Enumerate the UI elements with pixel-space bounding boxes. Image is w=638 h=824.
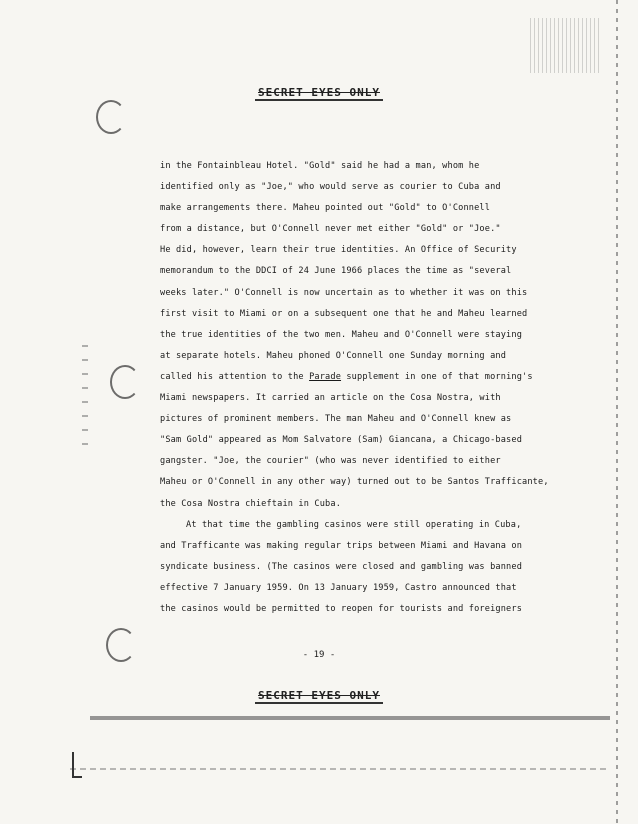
text-line: the true identities of the two men. Maheu and O'Connell were staying <box>160 329 523 340</box>
corner-mark <box>72 752 82 778</box>
text-line: He did, however, learn their true identities. An Office of Security <box>160 245 517 256</box>
document-body <box>160 156 549 620</box>
scan-band <box>70 768 610 770</box>
margin-marks <box>82 345 88 455</box>
classification-text: SECRET EYES ONLY <box>255 86 383 101</box>
binder-hole-mark <box>96 100 126 134</box>
scan-band <box>90 716 610 720</box>
text-line: and Trafficante was making regular trips between Miami and Havana on <box>160 540 523 551</box>
text-line: make arrangements there. Maheu pointed out "Gold" to O'Connell <box>160 203 491 214</box>
classification-text: SECRET EYES ONLY <box>255 689 383 704</box>
text-line: "Sam Gold" appeared as Mom Salvatore (Sam) Giancana, a Chicago-based <box>160 435 523 446</box>
classification-stamp-bottom <box>0 689 638 702</box>
binder-hole-mark <box>110 365 140 399</box>
text-line: in the Fontainbleau Hotel. "Gold" said he had a man, whom he <box>160 161 480 171</box>
text-line: pictures of prominent members. The man Maheu and O'Connell knew as <box>160 414 512 425</box>
text-line: weeks later." O'Connell is now uncertain as to whether it was on this <box>160 287 528 298</box>
text-line: syndicate business. (The casinos were closed and gambling was banned <box>160 561 523 572</box>
text-line: from a distance, but O'Connell never met either "Gold" or "Joe." <box>160 224 501 235</box>
text-line: At that time the gambling casinos were still operating in Cuba, <box>186 519 522 530</box>
text-line: the Cosa Nostra chieftain in Cuba. <box>160 498 342 509</box>
text-line: Miami newspapers. It carried an article on the Cosa Nostra, with <box>160 393 501 404</box>
classification-stamp-top <box>0 86 638 99</box>
scan-noise <box>530 18 600 73</box>
text-line: identified only as "Joe," who would serve as courier to Cuba and <box>160 182 501 193</box>
page-number: - 19 - <box>302 650 336 660</box>
text-line: called his attention to the Parade supplement in one of that morning's <box>160 371 533 382</box>
text-line: memorandum to the DDCI of 24 June 1966 places the time as "several <box>160 266 512 277</box>
text-line: the casinos would be permitted to reopen for tourists and foreigners <box>160 603 523 614</box>
text-line: Maheu or O'Connell in any other way) turned out to be Santos Trafficante, <box>160 477 549 488</box>
text-line: gangster. "Joe, the courier" (who was never identified to either <box>160 456 501 467</box>
text-line: at separate hotels. Maheu phoned O'Connell one Sunday morning and <box>160 350 507 361</box>
text-line: effective 7 January 1959. On 13 January 1959, Castro announced that <box>160 582 517 593</box>
text-line: first visit to Miami or on a subsequent one that he and Maheu learned <box>160 308 528 319</box>
